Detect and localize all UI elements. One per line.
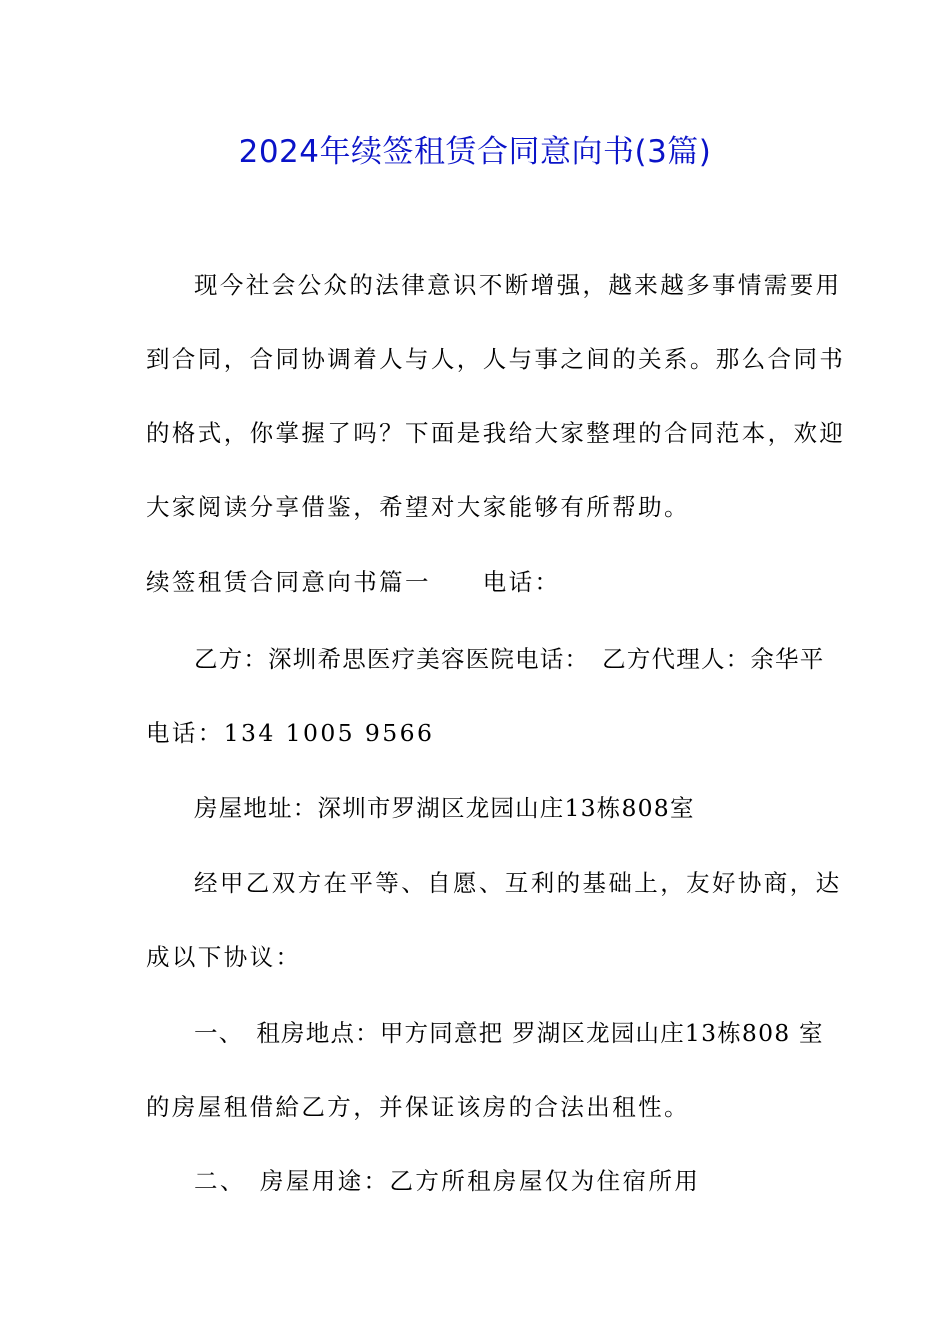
paragraph-line: 大家阅读分享借鉴，希望对大家能够有所帮助。 [146, 493, 690, 521]
section-heading-line: 续签租赁合同意向书篇一 电话： [146, 568, 561, 596]
paragraph-line: 一、 租房地点：甲方同意把 罗湖区龙园山庄13栋808 室 [194, 1019, 824, 1047]
paragraph-line: 房屋地址：深圳市罗湖区龙园山庄13栋808室 [194, 794, 695, 822]
paragraph-line: 的格式，你掌握了吗？下面是我给大家整理的合同范本，欢迎 [146, 419, 846, 447]
paragraph-line: 二、 房屋用途：乙方所租房屋仅为住宿所用 [194, 1167, 701, 1195]
paragraph-line: 经甲乙双方在平等、自愿、互利的基础上，友好协商，达 [194, 869, 842, 897]
paragraph-line: 到合同，合同协调着人与人，人与事之间的关系。那么合同书 [146, 345, 846, 373]
paragraph-line: 电话：134 1005 9566 [146, 719, 435, 747]
paragraph-line: 成以下协议： [146, 943, 302, 971]
paragraph-line: 乙方：深圳希思医疗美容医院电话： 乙方代理人：余华平 [194, 645, 825, 673]
paragraph-line: 现今社会公众的法律意识不断增强，越来越多事情需要用 [194, 271, 842, 299]
document-title: 2024年续签租赁合同意向书(3篇) [238, 134, 712, 170]
paragraph-line: 的房屋租借給乙方，并保证该房的合法出租性。 [146, 1093, 690, 1121]
